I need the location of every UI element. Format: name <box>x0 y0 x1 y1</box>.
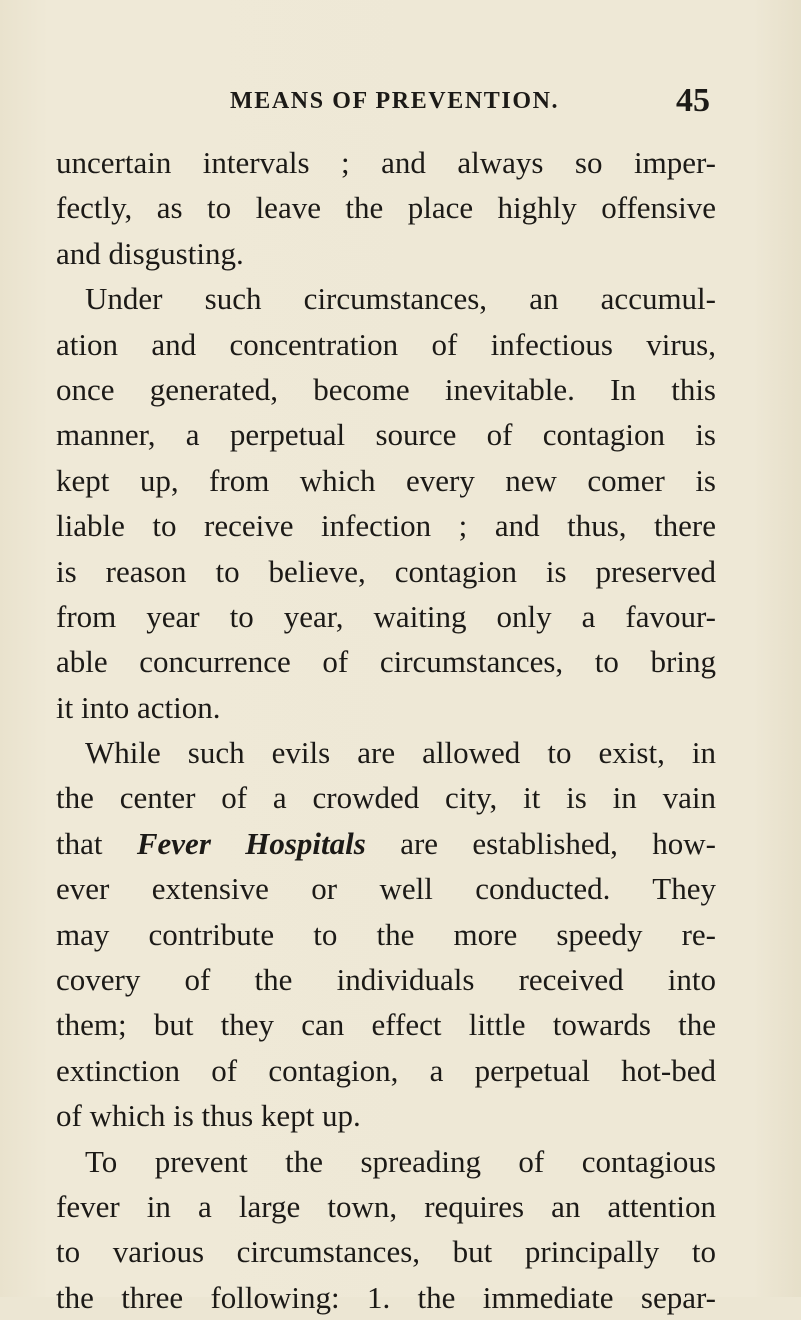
paragraph-start-line: While such evils are allowed to exist, in <box>85 735 716 771</box>
text-line: able concurrence of circumstances, to bring <box>56 644 716 680</box>
text-line: uncertain intervals ; and always so imper- <box>56 145 716 180</box>
text-line: extinction of contagion, a perpetual hot-bed <box>56 1052 716 1088</box>
text-line: kept up, from which every new comer is <box>56 462 716 498</box>
body-text <box>56 140 716 1320</box>
text-line-with-italic <box>56 821 716 866</box>
text-line: of which is thus kept up. <box>56 1098 361 1134</box>
paragraph-start-line: To prevent the spreading of contagious <box>85 1143 716 1179</box>
running-title: MEANS OF PREVENTION. <box>230 88 560 114</box>
text-line: ation and concentration of infectious virus, <box>56 326 716 362</box>
text-line: to various circumstances, but principally to <box>56 1234 716 1270</box>
text-line: may contribute to the more speedy re- <box>56 916 716 952</box>
text-line: from year to year, waiting only a favour- <box>56 598 716 634</box>
text-line: liable to receive infection ; and thus, there <box>56 508 716 544</box>
text-line: is reason to believe, contagion is preserved <box>56 553 716 589</box>
text-line: them; but they can effect little towards the <box>56 1007 716 1043</box>
line-prefix: that <box>56 825 137 861</box>
italic-phrase: Fever Hospitals <box>136 825 366 861</box>
text-line: it into action. <box>56 689 221 725</box>
text-line: manner, a perpetual source of contagion is <box>56 417 716 453</box>
running-head <box>230 82 710 128</box>
text-line: the three following: 1. the immediate separ- <box>56 1279 716 1315</box>
text-line: fectly, as to leave the place highly offensive <box>56 190 716 226</box>
line-suffix: are established, how- <box>400 825 716 861</box>
text-line: and disgusting. <box>56 235 244 271</box>
text-line: the center of a crowded city, it is in vain <box>56 780 716 816</box>
page-number: 45 <box>676 82 710 119</box>
text-line: covery of the individuals received into <box>56 962 716 998</box>
text-line: fever in a large town, requires an attention <box>56 1188 716 1224</box>
paragraph-start-line: Under such circumstances, an accumul- <box>85 281 716 317</box>
text-line: ever extensive or well conducted. They <box>56 871 716 907</box>
text-line: once generated, become inevitable. In this <box>56 371 716 407</box>
